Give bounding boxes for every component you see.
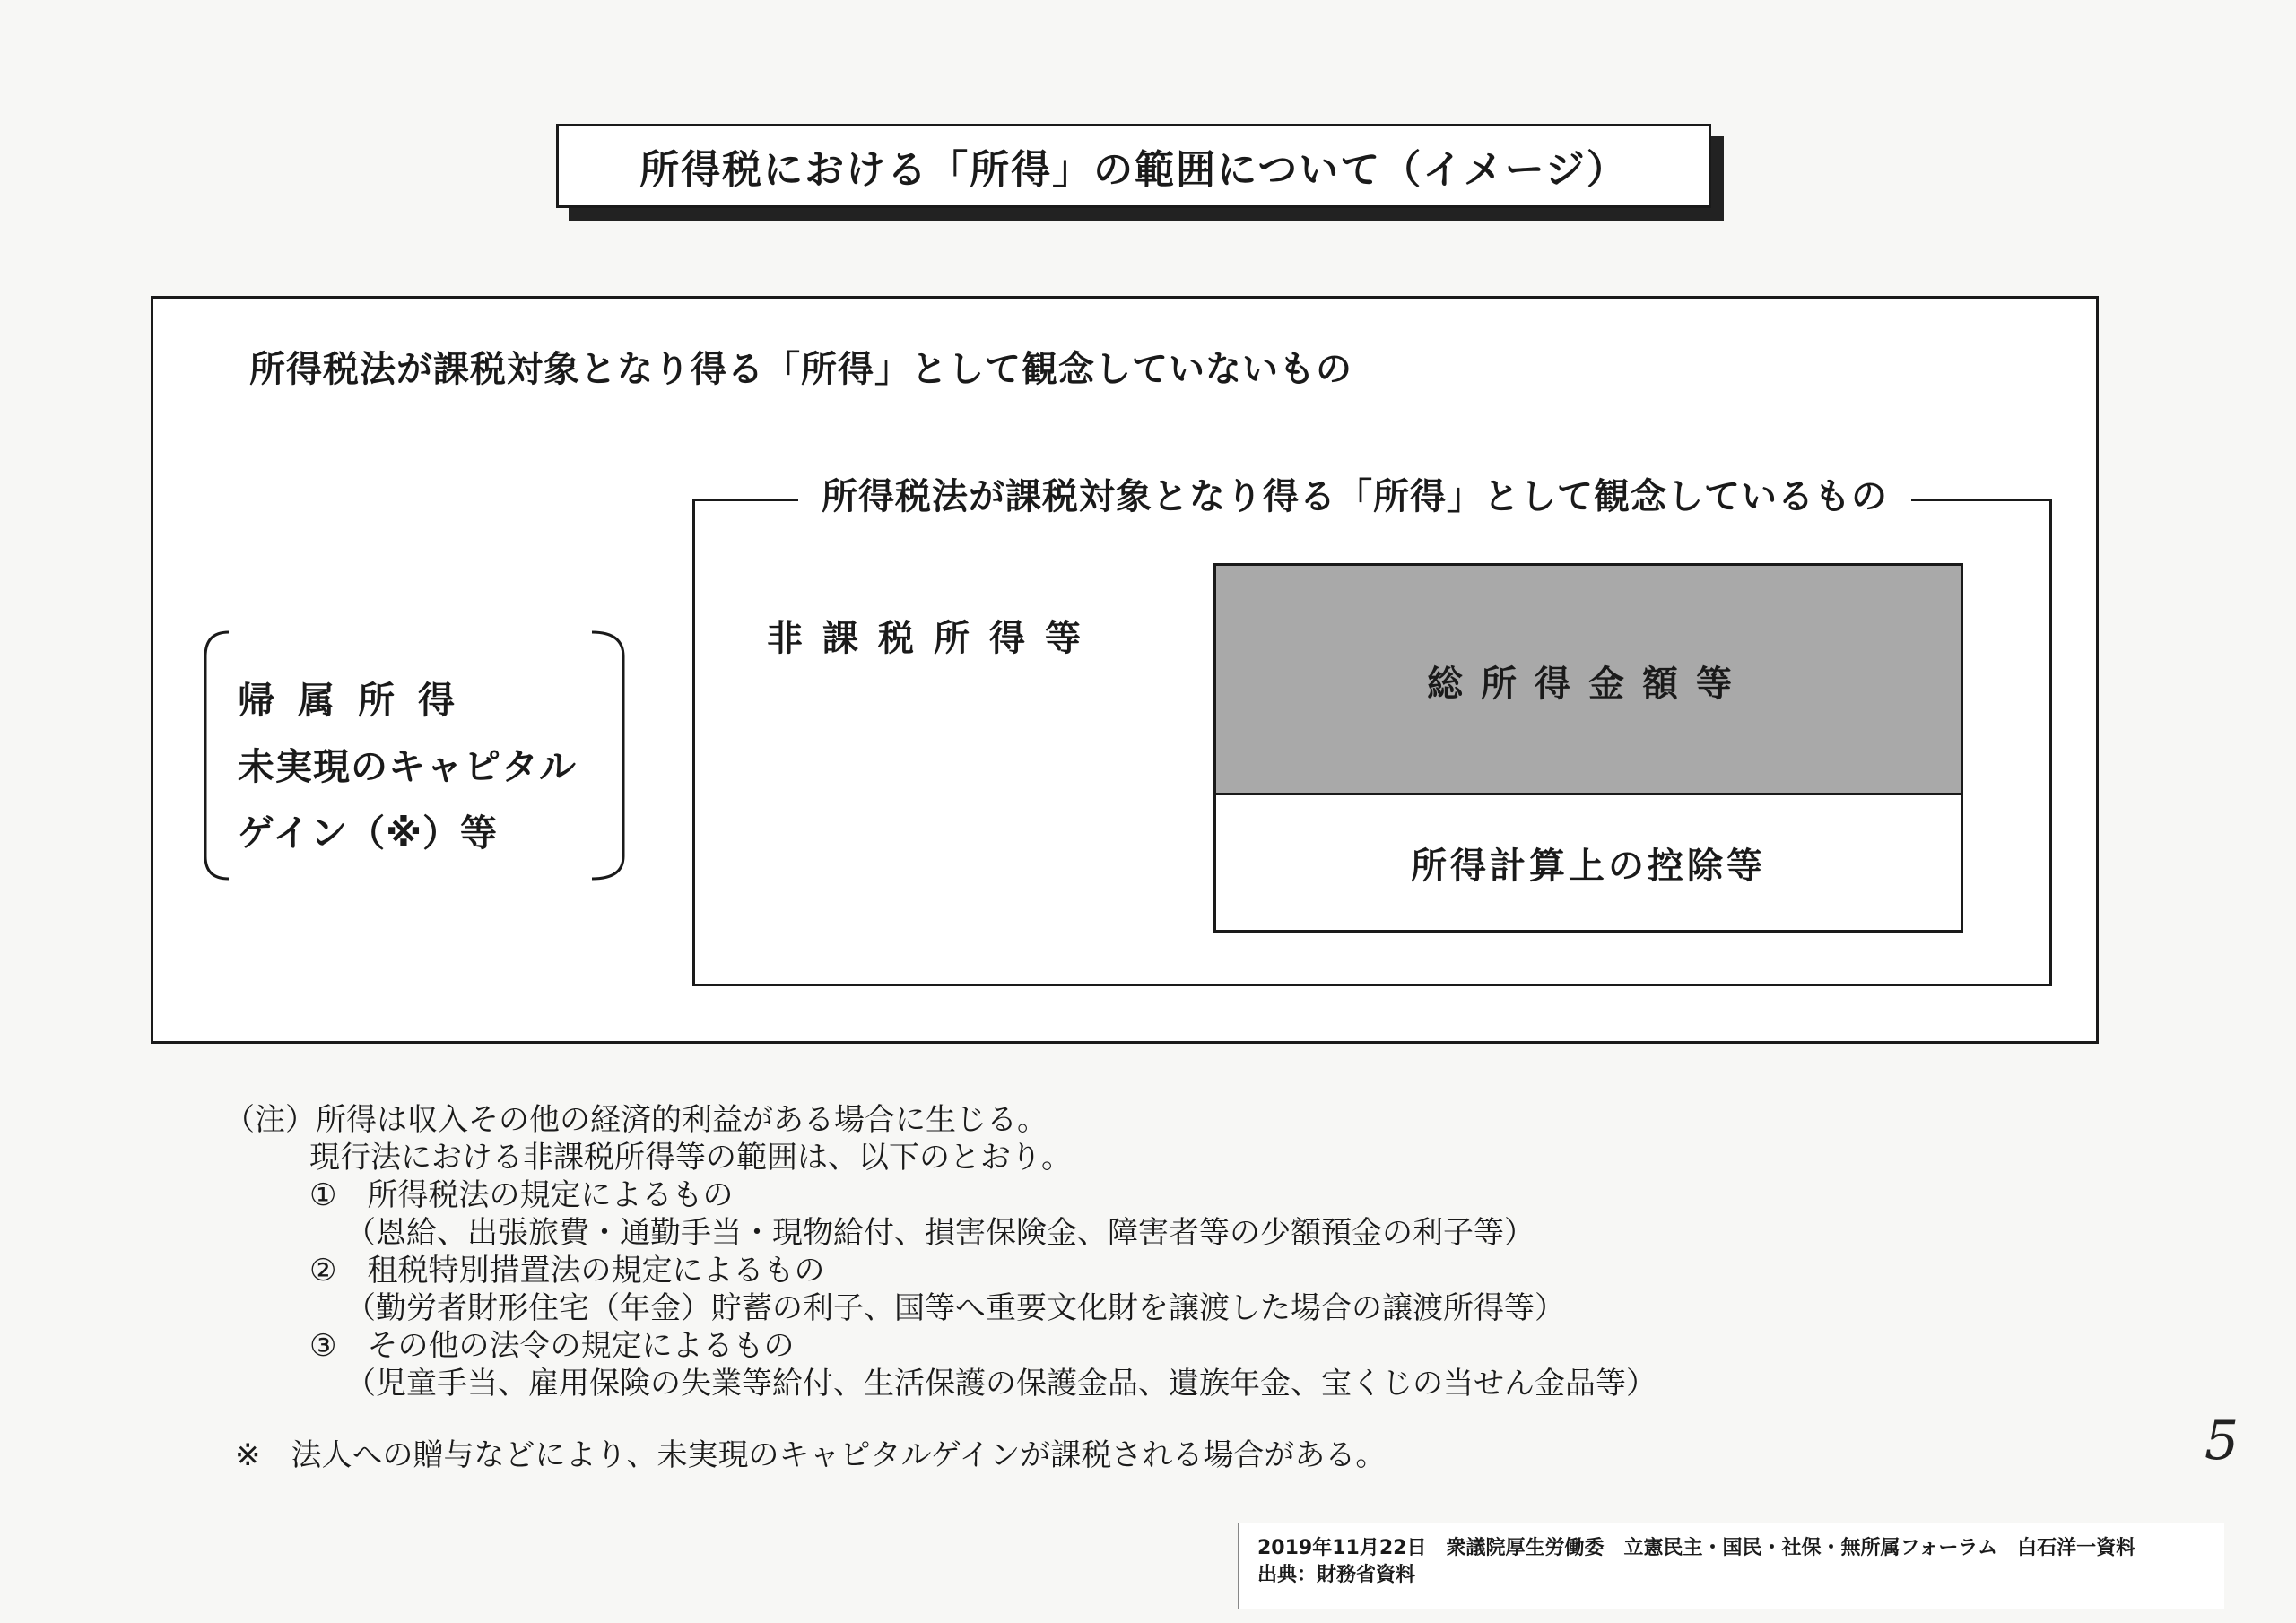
note-item2-title: ② 租税特別措置法の規定によるもの: [309, 1253, 825, 1289]
left-item-kizoku: 帰属所得: [238, 679, 478, 722]
footer-line-1: 2019年11月22日 衆議院厚生労働委 立憲民主・国民・社保・無所属フォーラム 白石洋一資料: [1257, 1537, 2136, 1559]
note-asterisk: ※ 法人への贈与などにより、未実現のキャピタルゲインが課税される場合がある。: [235, 1437, 1387, 1473]
koujo-label: 所得計算上の控除等: [1411, 845, 1766, 887]
note-item3-detail: （児童手当、雇用保険の失業等給付、生活保護の保護金品、遺族年金、宝くじの当せん金品等）: [345, 1366, 1657, 1402]
koujo-box: [1213, 793, 1963, 933]
left-bracket-shape: [205, 632, 229, 879]
left-item-mijitsugen: 未実現のキャピタル: [238, 745, 577, 788]
source-footer: [1238, 1523, 2224, 1609]
note-item3-title: ③ その他の法令の規定によるもの: [309, 1328, 795, 1364]
outer-scope-label: 所得税法が課税対象となり得る「所得」として観念していないもの: [249, 349, 1352, 390]
note-item2-detail: （勤労者財形住宅（年金）貯蓄の利子、国等へ重要文化財を譲渡した場合の譲渡所得等）: [345, 1290, 1565, 1326]
note-item1-detail: （恩給、出張旅費・通勤手当・現物給付、損害保険金、障害者等の少額預金の利子等）: [345, 1215, 1535, 1251]
note-line-2: 現行法における非課税所得等の範囲は、以下のとおり。: [309, 1140, 1072, 1176]
sou-shotoku-box: [1213, 563, 1963, 795]
right-bracket-shape: [592, 632, 623, 879]
sou-shotoku-label: 総所得金額等: [1427, 663, 1750, 705]
hikazei-label: 非課税所得等: [767, 618, 1100, 659]
left-item-gain: ゲイン（※）等: [238, 812, 498, 855]
note-item1-title: ① 所得税法の規定によるもの: [309, 1177, 734, 1213]
note-line-1: （注）所得は収入その他の経済的利益がある場合に生じる。: [224, 1102, 1048, 1138]
page-number: 5: [2205, 1410, 2239, 1472]
footer-line-2: 出典：財務省資料: [1257, 1564, 1416, 1586]
inner-scope-label: 所得税法が課税対象となり得る「所得」として観念しているもの: [798, 470, 1911, 524]
page-title: 所得税における「所得」の範囲について（イメージ）: [556, 124, 1711, 208]
